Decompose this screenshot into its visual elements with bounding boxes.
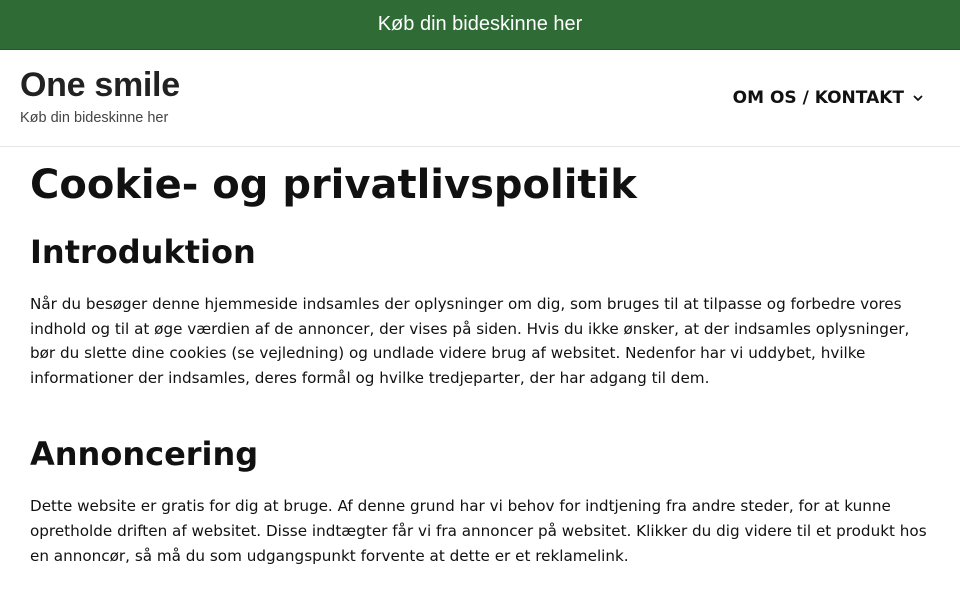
page-title: Cookie- og privatlivspolitik [30, 162, 637, 208]
nav-menu-label: OM OS / KONTAKT [732, 88, 904, 108]
main-content [30, 160, 935, 568]
section-body-introduktion: Når du besøger denne hjemmeside indsamles der oplysninger om dig, som bruges til at tilpasse og forbedre vores indhold og til at øge værdien af de annoncer, der vises på siden. Hvis du ikke ønsker, at der indsamles oplysninger, bør du slette dine cookies (se vejledning) og undlade videre brug af websitet. Nedenfor har vi uddybet, hvilke informationer der indsamles, deres formål og hvilke tredjeparter, der har adgang til dem. [30, 295, 910, 387]
section-body-annoncering: Dette website er gratis for dig at bruge. Af denne grund har vi behov for indtjening fra andre steder, for at kunne opretholde driften af websitet. Disse indtægter får vi fra annoncer på websitet. Klikker du dig videre til et produkt hos en annoncør, så må du som udgangspunkt forvente at dette er et reklamelink. [30, 497, 927, 565]
chevron-down-icon [912, 92, 924, 104]
site-title[interactable]: One smile [20, 66, 180, 104]
section-heading-annoncering: Annoncering [30, 435, 259, 474]
banner-link[interactable]: Køb din bideskinne her [377, 13, 583, 35]
site-tagline: Køb din bideskinne her [20, 110, 169, 126]
site-header [0, 50, 960, 147]
section-heading-introduktion: Introduktion [30, 233, 256, 271]
top-banner [0, 0, 960, 50]
nav-menu-om-os-kontakt[interactable] [733, 88, 924, 108]
